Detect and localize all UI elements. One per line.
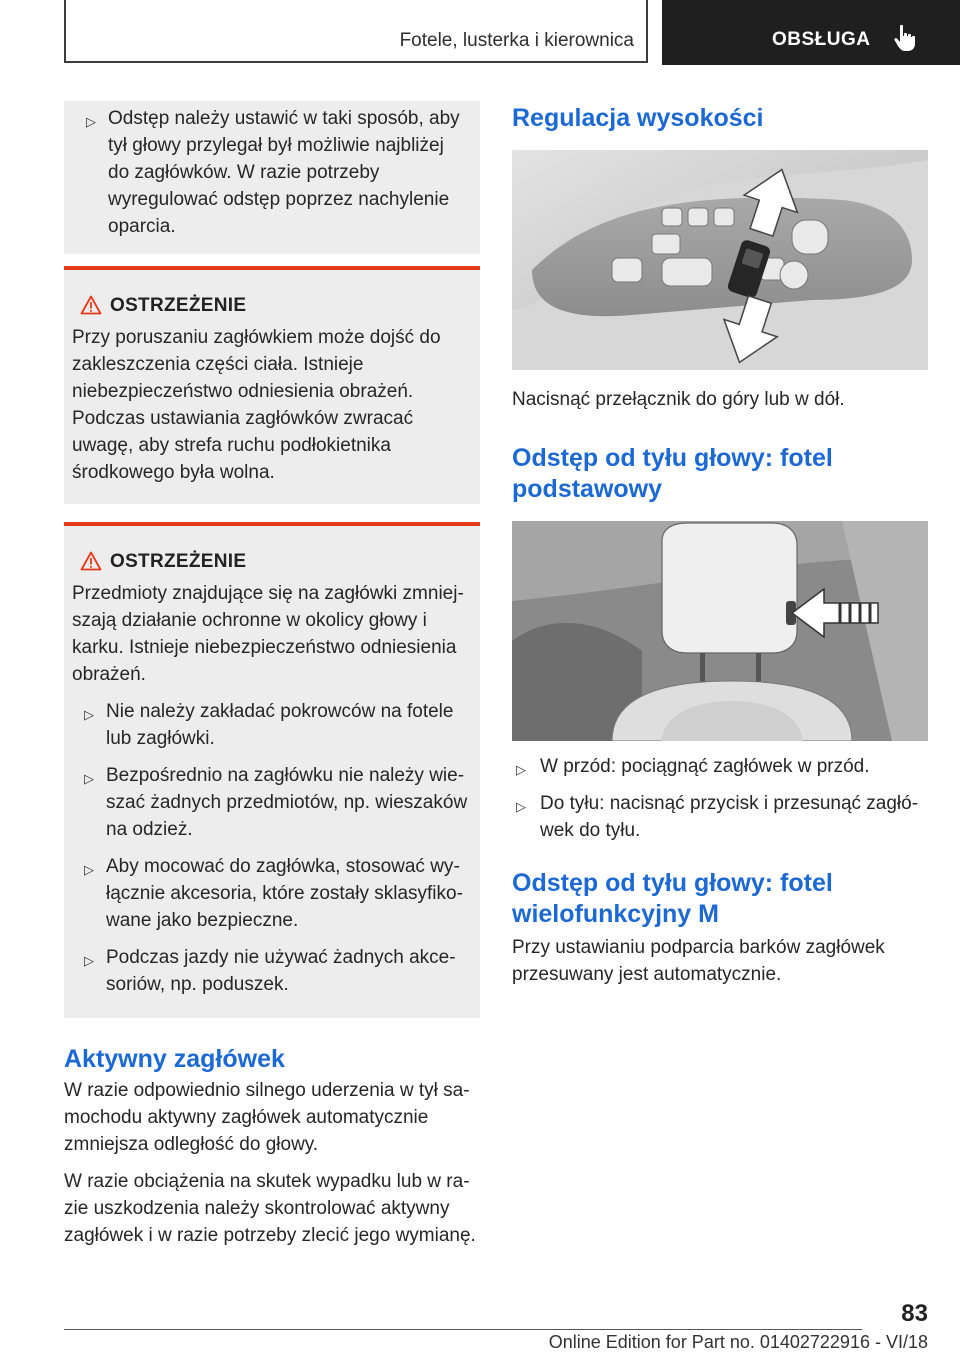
hand-pointer-icon <box>894 24 916 52</box>
warning-triangle-icon <box>80 295 102 315</box>
paragraph: W razie obciążenia na skutek wypadku lub w razie uszkodzenia należy skontrolować aktywny zagłówek i w razie potrzeby zlecić jego wymianę. <box>64 1171 476 1246</box>
triangle-bullet-icon: ▷ <box>516 762 526 777</box>
warning-text: Przy poruszaniu zagłówkiem może dojść do zakleszczenia części ciała. Istnieje niebezpieczeństwo odniesienia obrażeń. Podczas ustawiania zagłówków zwracać uwagę, aby strefa ruchu podłokietnika środkowego była wolna. <box>72 327 441 483</box>
footer-edition: Online Edition for Part no. 01402722916 - VI/18 <box>548 1332 928 1352</box>
list-item: ▷ Bezpośrednio na zagłówku nie należy wieszać żadnych przedmiotów, np. wieszaków na odzież. <box>84 765 468 840</box>
list-item: ▷ Nie należy zakładać pokrowców na fotele lub zagłówki. <box>84 701 454 749</box>
triangle-bullet-icon: ▷ <box>86 114 96 129</box>
info-box <box>64 101 480 254</box>
list-item: ▷ Odstęp należy ustawić w taki sposób, aby tył głowy przylegał był możliwie najbliżej do zagłówków. W razie potrzeby wyregulować odstęp poprzez nachylenie oparcia. <box>86 108 460 237</box>
warning-heading: OSTRZEŻENIE <box>72 292 470 320</box>
section-heading: Aktywny zagłówek <box>64 1045 285 1073</box>
header-section-tab[interactable] <box>662 0 960 65</box>
list-item: ▷ Podczas jazdy nie używać żadnych akcesoriów, np. poduszek. <box>84 947 456 995</box>
seat-switch-image <box>512 150 928 370</box>
warning-heading: OSTRZEŻENIE <box>72 548 470 576</box>
section-heading: Odstęp od tyłu głowy: fotel wielofunkcyjny M <box>512 869 833 928</box>
warning-triangle-icon <box>80 551 102 571</box>
list-item: ▷ Do tyłu: nacisnąć przycisk i przesunąć zagłówek do tyłu. <box>516 793 919 841</box>
seat-switch-illustration <box>512 150 928 370</box>
image-caption: Nacisnąć przełącznik do góry lub w dół. <box>512 389 845 410</box>
triangle-bullet-icon: ▷ <box>84 862 94 877</box>
section-heading: Odstęp od tyłu głowy: fotel podstawowy <box>512 444 833 503</box>
section-title: OBSŁUGA <box>772 29 871 50</box>
left-column <box>64 101 480 1249</box>
header-chapter-box <box>64 0 648 63</box>
right-column <box>512 101 928 988</box>
chapter-title: Fotele, lusterka i kierownica <box>399 30 634 51</box>
list-item: ▷ Aby mocować do zagłówka, stosować wyłącznie akcesoria, które zostały sklasyfikowane jako bezpieczne. <box>84 856 463 931</box>
headrest-illustration <box>512 521 928 741</box>
section-heading: Regulacja wysokości <box>512 104 764 132</box>
warning-box-2 <box>64 522 480 1018</box>
page-number: 83 <box>901 1300 928 1327</box>
footer-divider <box>64 1329 862 1330</box>
warning-text: Przedmioty znajdujące się na zagłówki zmniejszają działanie ochronne w okolicy głowy i karku. Istnieje niebezpieczeństwo odniesienia obrażeń. <box>72 583 464 685</box>
paragraph: Przy ustawianiu podparcia barków zagłówek przesuwany jest automatycznie. <box>512 937 885 985</box>
triangle-bullet-icon: ▷ <box>84 953 94 968</box>
list-item: ▷ W przód: pociągnąć zagłówek w przód. <box>512 753 928 780</box>
triangle-bullet-icon: ▷ <box>84 707 94 722</box>
headrest-image <box>512 521 928 741</box>
triangle-bullet-icon: ▷ <box>84 771 94 786</box>
paragraph: W razie odpowiednio silnego uderzenia w tył samochodu aktywny zagłówek automatycznie zmniejsza odległość do głowy. <box>64 1080 470 1155</box>
warning-box-1 <box>64 266 480 504</box>
triangle-bullet-icon: ▷ <box>516 799 526 814</box>
